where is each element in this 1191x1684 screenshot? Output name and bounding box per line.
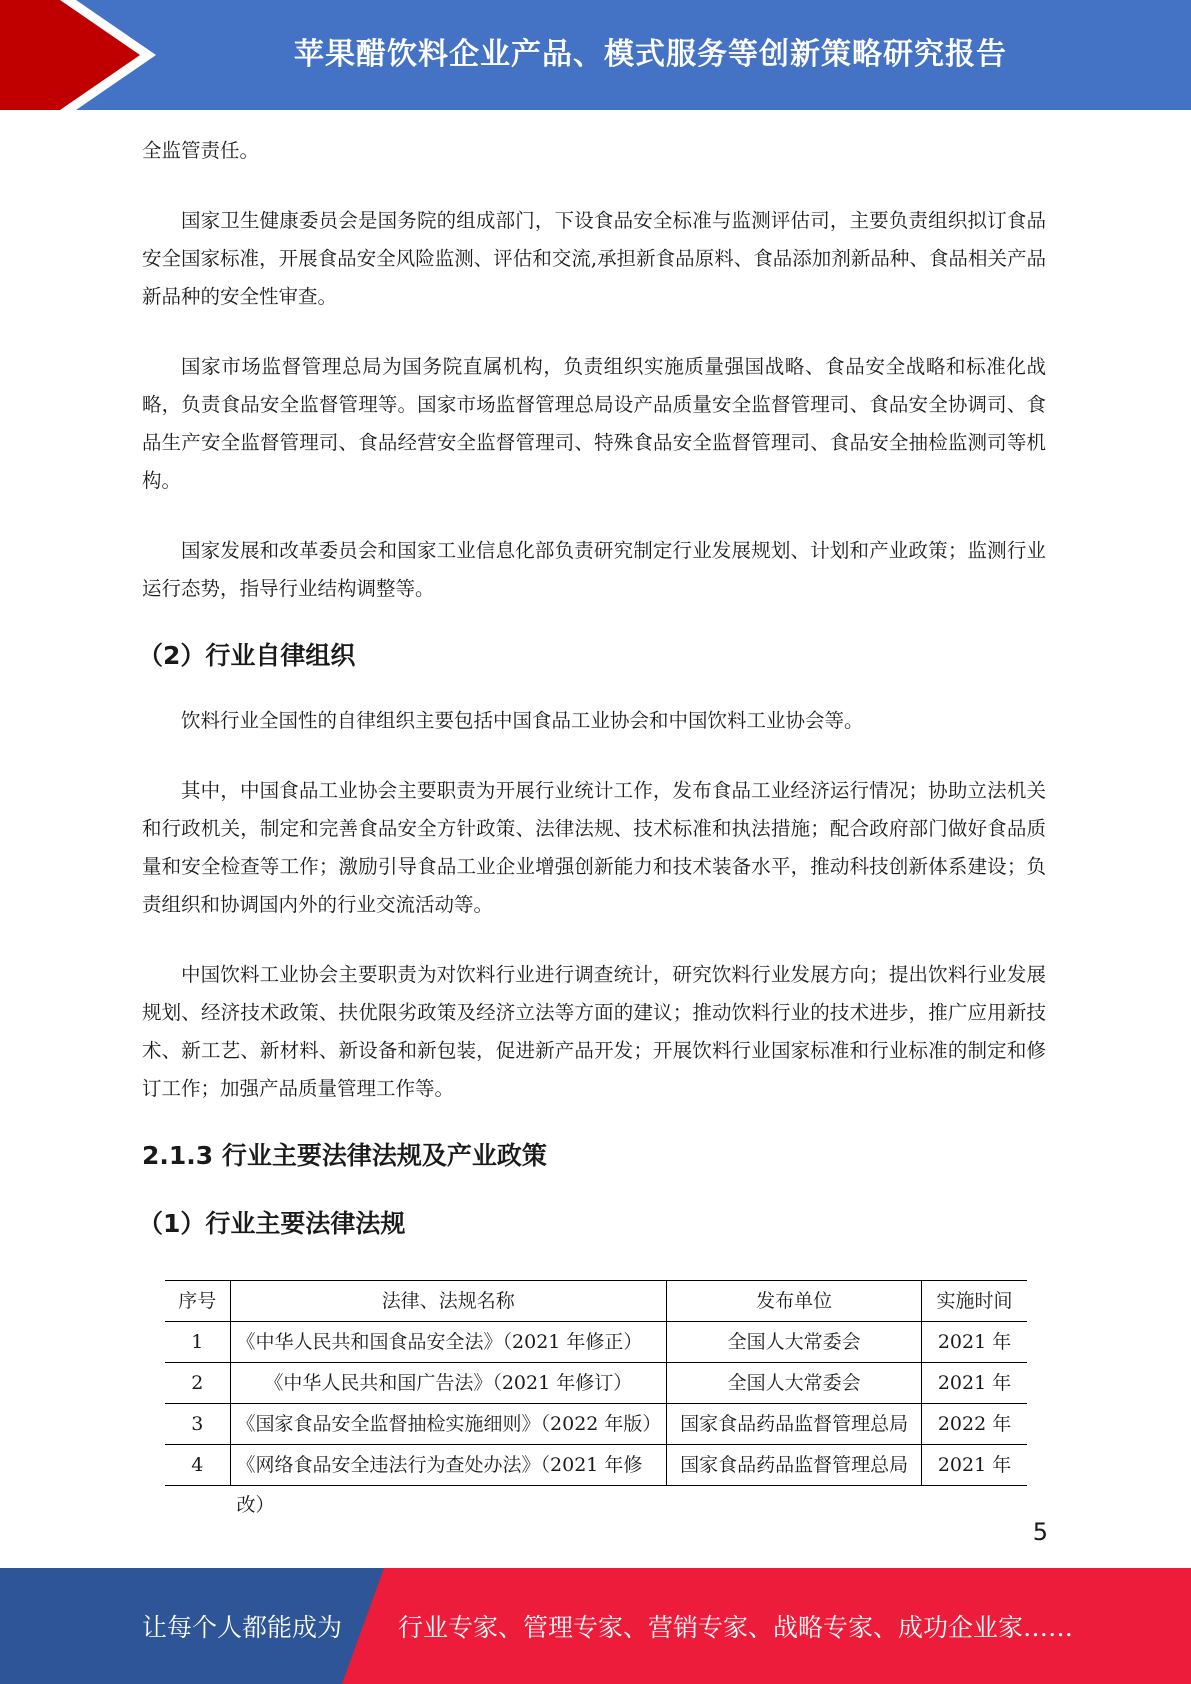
cell-law-name: 《中华人民共和国食品安全法》（2021 年修正） [230,1322,667,1363]
paragraph-continuation: 全监管责任。 [142,139,260,162]
paragraph-food-industry-association: 其中，中国食品工业协会主要职责为开展行业统计工作，发布食品工业经济运行情况；协助立法机关和行政机关，制定和完善食品安全方针政策、法律法规、技术标准和执法措施；配合政府部门做好食品质量和安全检查等工作；激励引导食品工业企业增强创新能力和技术装备水平，推动科技创新体系建设；负责组织和协调国内外的行业交流活动等。 [142,779,1046,916]
cell-number: 2 [165,1363,230,1404]
cell-number: 4 [165,1445,230,1486]
cell-law-name: 《中华人民共和国广告法》（2021 年修订） [230,1363,667,1404]
paragraph-nhc: 国家卫生健康委员会是国务院的组成部门，下设食品安全标准与监测评估司，主要负责组织拟订食品安全国家标准，开展食品安全风险监测、评估和交流,承担新食品原料、食品添加剂新品种、食品相关产品新品种的安全性审查。 [142,209,1046,308]
laws-table-container [165,1280,1027,1516]
paragraph-self-regulation-intro: 饮料行业全国性的自律组织主要包括中国食品工业协会和中国饮料工业协会等。 [181,709,864,732]
heading-main-laws: （1）行业主要法律法规 [138,1209,406,1238]
page-number: 5 [1032,1518,1048,1546]
column-header-effective-date: 实施时间 [922,1281,1027,1322]
page-header [0,0,1191,110]
cell-number: 3 [165,1404,230,1445]
paragraph-samr: 国家市场监督管理总局为国务院直属机构，负责组织实施质量强国战略、食品安全战略和标准化战略，负责食品安全监督管理等。国家市场监督管理总局设产品质量安全监督管理司、食品安全协调司、食品生产安全监督管理司、食品经营安全监督管理司、特殊食品安全监督管理司、食品安全抽检监测司等机构。 [142,355,1046,492]
footer-slogan-left: 让每个人都能成为 [142,1613,343,1642]
paragraph-ndrc: 国家发展和改革委员会和国家工业信息化部负责研究制定行业发展规划、计划和产业政策；监测行业运行态势，指导行业结构调整等。 [142,539,1046,600]
cell-effective-date: 2021 年 [922,1363,1027,1404]
cell-issuer: 全国人大常委会 [667,1322,922,1363]
laws-table [165,1280,1027,1516]
cell-effective-date: 2021 年 [922,1445,1027,1486]
table-row [165,1322,1027,1363]
cell-law-name: 《网络食品安全违法行为查处办法》（2021 年修改） [230,1445,667,1486]
cell-number: 1 [165,1322,230,1363]
cell-effective-date: 2021 年 [922,1322,1027,1363]
table-row [165,1363,1027,1404]
cell-issuer: 国家食品药品监督管理总局 [667,1445,922,1486]
heading-self-regulation: （2）行业自律组织 [138,641,356,670]
column-header-issuer: 发布单位 [667,1281,922,1322]
main-content [138,132,1046,1240]
footer-slogan-right: 行业专家、管理专家、营销专家、战略专家、成功企业家…… [398,1613,1074,1642]
paragraph-beverage-industry-association: 中国饮料工业协会主要职责为对饮料行业进行调查统计，研究饮料行业发展方向；提出饮料行业发展规划、经济技术政策、扶优限劣政策及经济立法等方面的建议；推动饮料行业的技术进步，推广应用新技术、新工艺、新材料、新设备和新包装，促进新产品开发；开展饮料行业国家标准和行业标准的制定和修订工作；加强产品质量管理工作等。 [142,963,1046,1100]
table-row [165,1404,1027,1445]
cell-issuer: 国家食品药品监督管理总局 [667,1404,922,1445]
page-footer [0,1568,1191,1684]
table-row [165,1445,1027,1486]
cell-issuer: 全国人大常委会 [667,1363,922,1404]
column-header-number: 序号 [165,1281,230,1322]
column-header-law-name: 法律、法规名称 [230,1281,667,1322]
heading-section-2-1-3: 2.1.3 行业主要法律法规及产业政策 [142,1141,547,1170]
header-title: 苹果醋饮料企业产品、模式服务等创新策略研究报告 [294,37,1007,72]
cell-effective-date: 2022 年 [922,1404,1027,1445]
table-header-row [165,1281,1027,1322]
cell-law-name: 《国家食品安全监督抽检实施细则》（2022 年版） [230,1404,667,1445]
